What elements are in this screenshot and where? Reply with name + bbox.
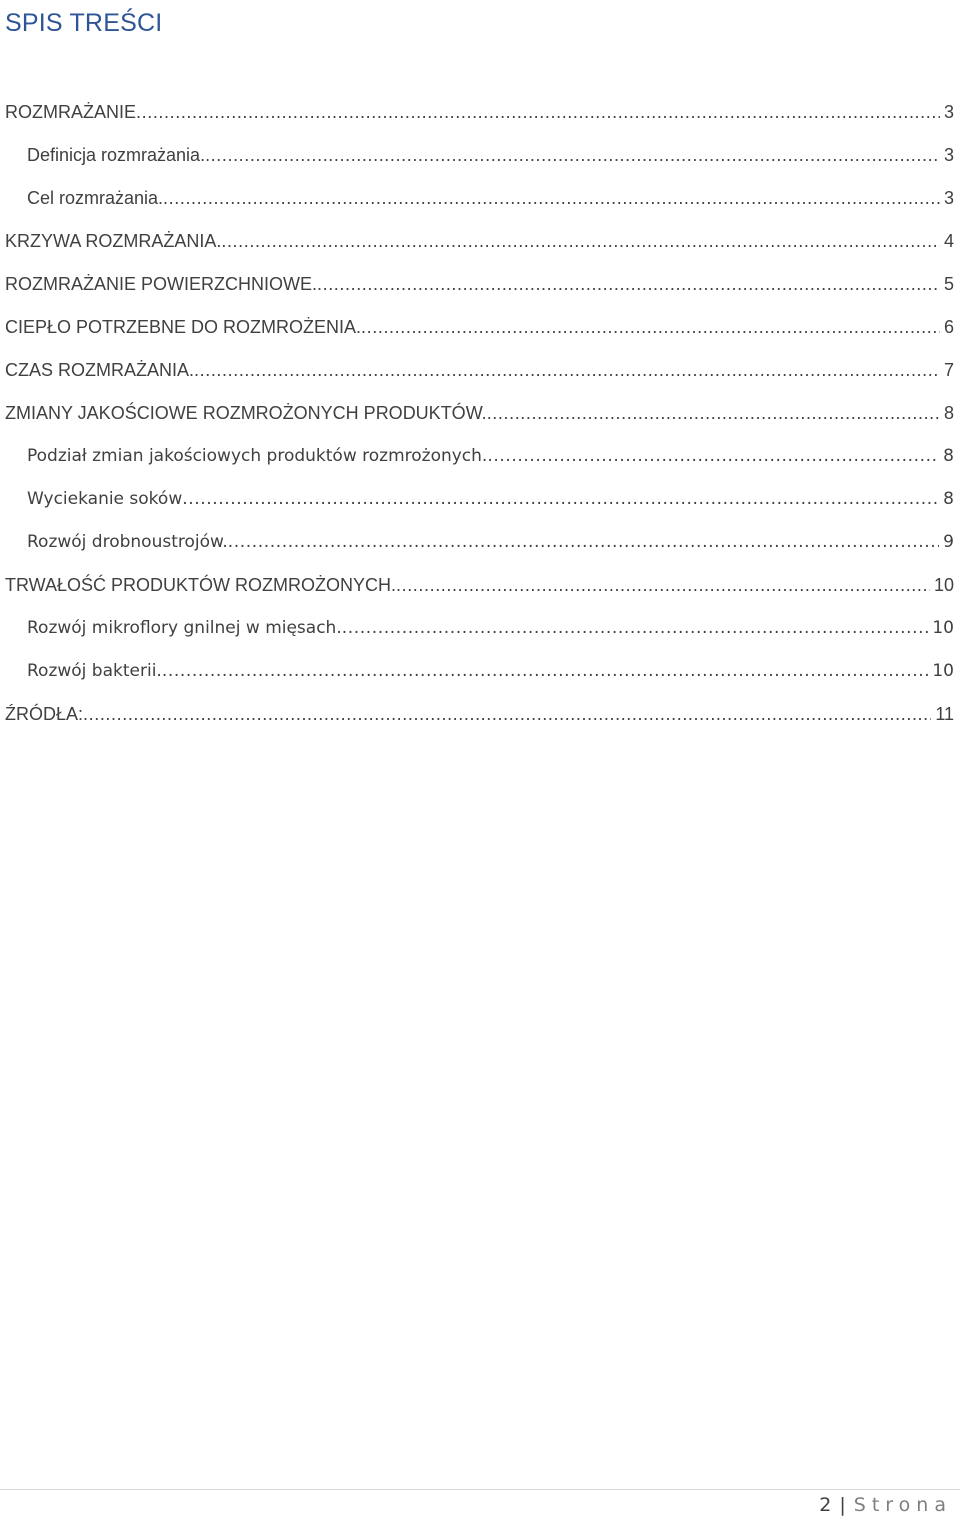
table-of-contents bbox=[0, 95, 960, 740]
toc-entry[interactable] bbox=[0, 654, 960, 697]
toc-entry-label: Definicja rozmrażania. bbox=[27, 145, 206, 165]
dot-leader bbox=[221, 224, 940, 258]
toc-entry-page: 9 bbox=[943, 532, 954, 552]
dot-leader bbox=[317, 267, 940, 301]
toc-entry-page: 8 bbox=[943, 489, 954, 509]
toc-entry[interactable] bbox=[0, 353, 960, 396]
toc-entry-label: CZAS ROZMRAŻANIA. bbox=[5, 360, 195, 380]
dot-leader bbox=[205, 138, 940, 172]
toc-entry-label: CIEPŁO POTRZEBNE DO ROZMROŻENIA. bbox=[5, 317, 362, 337]
toc-entry[interactable] bbox=[0, 267, 960, 310]
footer-separator: | bbox=[839, 1494, 846, 1516]
page-title: SPIS TREŚCI bbox=[5, 9, 163, 37]
toc-entry-label: Cel rozmrażania. bbox=[27, 188, 164, 208]
dot-leader bbox=[162, 654, 929, 688]
toc-entry-label: TRWAŁOŚĆ PRODUKTÓW ROZMROŻONYCH. bbox=[5, 575, 396, 595]
dot-leader bbox=[83, 697, 931, 731]
toc-entry-page: 3 bbox=[943, 188, 954, 208]
toc-entry-page: 3 bbox=[943, 102, 954, 122]
toc-entry-page: 5 bbox=[943, 274, 954, 294]
page-footer bbox=[819, 1492, 952, 1518]
toc-entry[interactable] bbox=[0, 224, 960, 267]
toc-entry-label: ROZMRAŻANIE POWIERZCHNIOWE. bbox=[5, 274, 317, 294]
toc-entry[interactable] bbox=[0, 439, 960, 482]
toc-entry[interactable] bbox=[0, 396, 960, 439]
toc-entry[interactable] bbox=[0, 568, 960, 611]
toc-entry-label: ROZMRAŻANIE bbox=[5, 102, 137, 122]
toc-entry-label: Rozwój drobnoustrojów. bbox=[27, 532, 228, 552]
toc-entry-page: 3 bbox=[943, 145, 954, 165]
toc-entry[interactable] bbox=[0, 525, 960, 568]
toc-entry[interactable] bbox=[0, 181, 960, 224]
dot-leader bbox=[163, 181, 940, 215]
toc-entry-page: 6 bbox=[943, 317, 954, 337]
toc-entry-label: Wyciekanie soków bbox=[27, 489, 183, 509]
footer-page-word: Strona bbox=[853, 1494, 952, 1516]
toc-entry-page: 10 bbox=[932, 618, 954, 638]
footer-divider bbox=[0, 1489, 960, 1490]
toc-entry[interactable] bbox=[0, 138, 960, 181]
toc-entry[interactable] bbox=[0, 697, 960, 740]
toc-entry-page: 7 bbox=[943, 360, 954, 380]
toc-entry-page: 11 bbox=[935, 704, 954, 724]
toc-entry[interactable] bbox=[0, 611, 960, 654]
dot-leader bbox=[487, 439, 939, 473]
toc-entry[interactable] bbox=[0, 95, 960, 138]
dot-leader bbox=[194, 353, 940, 387]
toc-entry-page: 4 bbox=[943, 231, 954, 251]
toc-entry[interactable] bbox=[0, 482, 960, 525]
toc-entry-label: Podział zmian jakościowych produktów rozmrożonych. bbox=[27, 446, 488, 466]
toc-entry-page: 8 bbox=[943, 446, 954, 466]
dot-leader bbox=[342, 611, 929, 645]
dot-leader bbox=[228, 525, 939, 559]
dot-leader bbox=[361, 310, 940, 344]
toc-entry-page: 10 bbox=[933, 575, 954, 595]
toc-entry-label: ŹRÓDŁA: bbox=[5, 704, 84, 724]
footer-page-number: 2 bbox=[819, 1494, 832, 1516]
dot-leader bbox=[396, 568, 930, 602]
dot-leader bbox=[182, 482, 939, 516]
dot-leader bbox=[487, 396, 940, 430]
toc-entry-page: 8 bbox=[943, 403, 954, 423]
toc-entry-page: 10 bbox=[932, 661, 954, 681]
toc-entry-label: ZMIANY JAKOŚCIOWE ROZMROŻONYCH PRODUKTÓW. bbox=[5, 403, 487, 423]
toc-entry-label: KRZYWA ROZMRAŻANIA. bbox=[5, 231, 222, 251]
toc-entry-label: Rozwój bakterii. bbox=[27, 661, 162, 681]
toc-entry[interactable] bbox=[0, 310, 960, 353]
dot-leader bbox=[136, 95, 940, 129]
toc-entry-label: Rozwój mikroflory gnilnej w mięsach. bbox=[27, 618, 342, 638]
